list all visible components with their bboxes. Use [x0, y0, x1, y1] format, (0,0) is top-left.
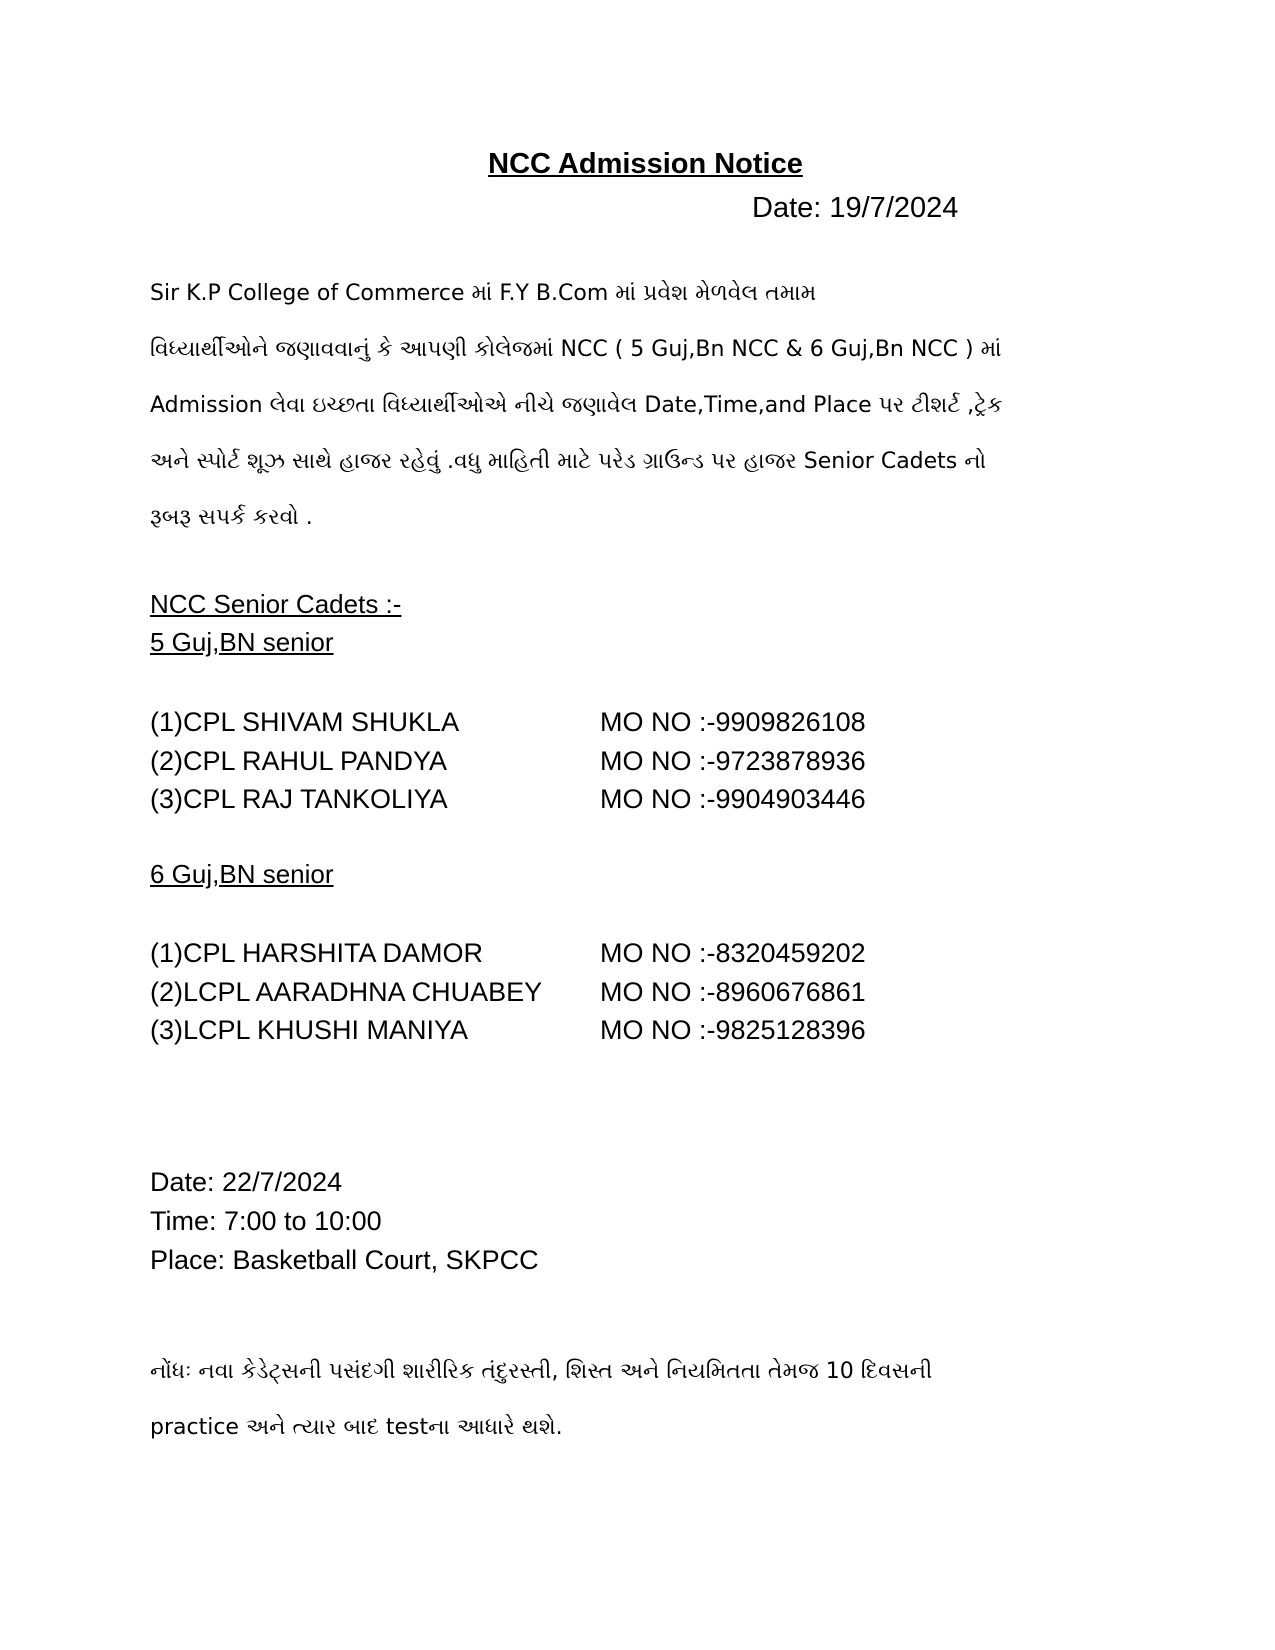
cadet-mobile: MO NO :-9909826108	[600, 707, 866, 737]
intro-line: રૂબરૂ સપર્ક કરવો .	[150, 505, 313, 530]
cadet-name: (3)CPL RAJ TANKOLIYA	[150, 784, 448, 814]
cadet-name: (2)CPL RAHUL PANDYA	[150, 745, 448, 776]
cadet-name: (1)CPL HARSHITA DAMOR	[150, 938, 484, 968]
group-5-guj-heading: 5 Guj,BN senior	[150, 627, 334, 657]
cadet-mobile: MO NO :-8960676861	[600, 976, 866, 1007]
cadet-mobile: MO NO :-9904903446	[600, 784, 866, 814]
cadet-name: (1)CPL SHIVAM SHUKLA	[150, 707, 460, 737]
senior-cadets-heading: NCC Senior Cadets :-	[150, 589, 402, 619]
schedule-date: Date: 22/7/2024	[150, 1167, 343, 1197]
note-paragraph	[150, 1344, 1140, 1456]
cadet-mobile: MO NO :-9825128396	[600, 1015, 866, 1045]
notice-title: NCC Admission Notice	[488, 148, 803, 180]
admission-schedule	[150, 1163, 539, 1280]
note-line: નોંધઃ નવા કેડેટ્સની પસંદગી શારીરિક તંદુરસ્તી, શિસ્ત અને નિયમિતતા તેમજ 10 દિવસની	[150, 1359, 933, 1384]
intro-line: Sir K.P College of Commerce માં F.Y B.Com માં પ્રવેશ મેળવેલ તમામ	[150, 281, 817, 306]
note-line: practice અને ત્યાર બાદ testના આધારે થશે.	[150, 1415, 563, 1440]
schedule-time: Time: 7:00 to 10:00	[150, 1206, 382, 1236]
cadet-name: (2)LCPL AARADHNA CHUABEY	[150, 976, 543, 1007]
intro-line: Admission લેવા ઇચ્છતા વિધ્યાર્થીઓએ નીચે જણાવેલ Date,Time,and Place પર ટીશર્ટ ,ટ્રેક	[150, 393, 1003, 418]
cadet-mobile: MO NO :-9723878936	[600, 745, 866, 776]
intro-line: વિધ્યાર્થીઓને જણાવવાનું કે આપણી કોલેજમાં NCC ( 5 Guj,Bn NCC & 6 Guj,Bn NCC ) માં	[150, 337, 1002, 362]
notice-date: Date: 19/7/2024	[752, 192, 959, 224]
cadet-name: (3)LCPL KHUSHI MANIYA	[150, 1015, 469, 1045]
intro-paragraph	[150, 266, 1140, 546]
group-6-guj-heading: 6 Guj,BN senior	[150, 859, 334, 889]
intro-line: અને સ્પોર્ટ શૂઝ સાથે હાજર રહેવું .વધુ માહિતી માટે પરેડ ગ્રાઉન્ડ પર હાજર Senior Cadets નો	[150, 449, 987, 474]
schedule-place: Place: Basketball Court, SKPCC	[150, 1245, 539, 1275]
cadet-mobile: MO NO :-8320459202	[600, 938, 866, 968]
